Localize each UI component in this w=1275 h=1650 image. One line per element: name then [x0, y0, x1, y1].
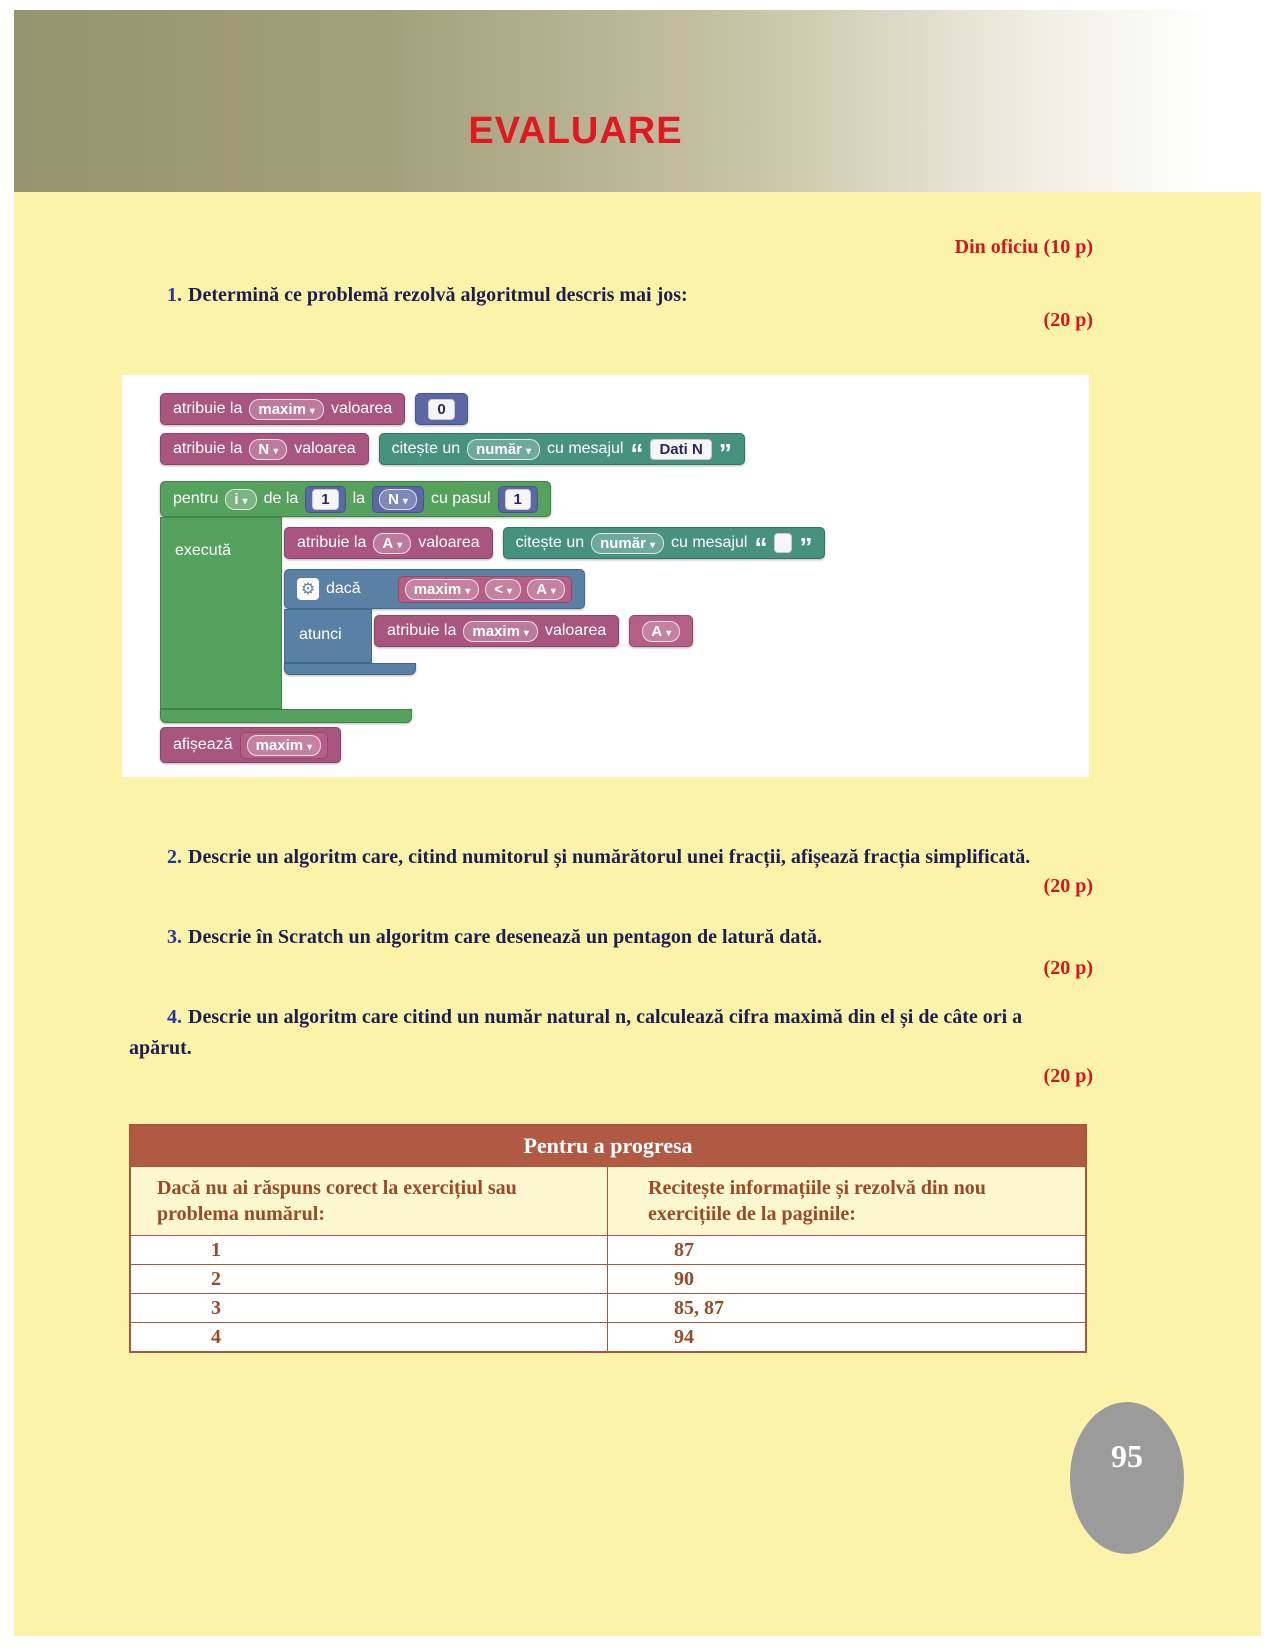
block-label: afișează — [173, 736, 233, 753]
if-then-column — [284, 609, 372, 663]
block-row-set-a — [284, 527, 825, 563]
block-label: dacă — [326, 580, 361, 597]
dropdown-arrow-icon — [662, 623, 671, 640]
dropdown-arrow-icon — [646, 535, 655, 552]
table-row — [131, 1264, 1085, 1293]
open-quote: “ — [630, 438, 644, 469]
content-sheet — [14, 192, 1261, 1636]
block-row-then-set — [374, 615, 693, 647]
question-4-text-after: , calculează cifra maximă din el și de câte ori a apărut. — [129, 1006, 1023, 1059]
question-4-text: Descrie un algoritm care citind un număr natural — [188, 1006, 616, 1028]
block-label: atribuie la — [387, 622, 457, 639]
dropdown-arrow-icon — [520, 623, 529, 640]
block-row-set-n — [160, 433, 745, 469]
block-label: cu pasul — [430, 490, 491, 507]
table-row — [131, 1322, 1085, 1351]
block-set-variable-a — [284, 527, 493, 559]
dropdown-value: maxim — [472, 622, 520, 640]
block-label: valoarea — [294, 440, 356, 457]
dropdown-value: N — [258, 440, 270, 458]
dropdown-value: A — [382, 534, 394, 552]
number-field: 1 — [312, 489, 338, 510]
block-number-value — [498, 486, 538, 513]
block-row-for — [160, 481, 551, 517]
type-dropdown — [467, 439, 540, 460]
block-label: la — [352, 490, 366, 507]
dropdown-arrow-icon — [306, 401, 315, 418]
block-variable-value — [629, 615, 693, 647]
question-3-text: Descrie în Scratch un algoritm care desenează un pentagon de latură dată. — [188, 926, 823, 948]
dropdown-arrow-icon — [269, 441, 278, 458]
block-read-number — [379, 433, 745, 469]
block-compare — [398, 576, 572, 603]
number-field: 1 — [505, 489, 531, 510]
dropdown-value: maxim — [255, 736, 304, 754]
number-field: 0 — [428, 399, 454, 420]
page-number: 95 — [1111, 1438, 1143, 1474]
question-3-number: 3. — [167, 926, 182, 948]
type-dropdown — [591, 533, 664, 554]
variable-dropdown — [379, 489, 417, 510]
question-4-number: 4. — [167, 1006, 182, 1028]
block-row-show — [160, 727, 341, 763]
block-set-variable-maxim — [374, 615, 619, 647]
question-4 — [129, 1002, 1089, 1064]
page-reference: 87 — [674, 1239, 694, 1261]
question-2-number: 2. — [167, 846, 182, 868]
block-label: citește un — [391, 440, 461, 457]
loop-variable-dropdown — [225, 489, 256, 510]
block-set-variable-maxim — [160, 393, 405, 425]
page-title: EVALUARE — [468, 110, 683, 152]
page-reference: 94 — [674, 1326, 694, 1348]
block-number-value — [305, 486, 345, 513]
question-4-bold-n: n — [615, 1006, 627, 1028]
close-quote: ” — [718, 438, 732, 469]
block-label: valoarea — [418, 534, 480, 551]
exercise-number: 3 — [131, 1294, 608, 1322]
question-4-points: (20 p) — [1043, 1065, 1093, 1087]
page-reference: 85, 87 — [674, 1297, 724, 1319]
progress-table — [129, 1124, 1087, 1353]
block-label: execută — [175, 542, 232, 559]
question-2 — [129, 842, 1089, 873]
dropdown-value: i — [234, 490, 239, 508]
question-3 — [129, 922, 1089, 953]
dropdown-value: < — [494, 580, 504, 598]
page-reference: 90 — [674, 1268, 694, 1290]
block-for-loop — [160, 481, 551, 517]
exercise-number: 4 — [131, 1323, 608, 1351]
block-label: citește un — [515, 534, 585, 551]
if-block-bottom — [284, 663, 416, 675]
block-row-set-maxim — [160, 393, 468, 425]
dropdown-value: maxim — [413, 580, 462, 598]
gear-icon — [297, 578, 319, 600]
dropdown-arrow-icon — [461, 581, 470, 598]
variable-dropdown — [249, 399, 324, 420]
question-1-points: (20 p) — [1043, 309, 1093, 331]
for-loop-bottom — [160, 709, 412, 723]
table-row — [131, 1293, 1085, 1322]
dropdown-value: maxim — [258, 400, 306, 418]
dropdown-value: N — [388, 490, 399, 508]
block-show — [160, 727, 341, 763]
dropdown-arrow-icon — [303, 737, 312, 754]
question-1-text: Determină ce problemă rezolvă algoritmul descris mai jos: — [188, 284, 688, 306]
variable-dropdown — [373, 533, 411, 554]
operator-dropdown — [485, 579, 521, 600]
message-field: Dati N — [650, 439, 711, 460]
table-row — [131, 1235, 1085, 1264]
block-label: atribuie la — [173, 440, 243, 457]
question-1-number: 1. — [167, 284, 182, 306]
open-quote: “ — [754, 532, 768, 563]
dropdown-arrow-icon — [522, 441, 531, 458]
block-label: de la — [263, 490, 299, 507]
dropdown-arrow-icon — [239, 491, 248, 508]
block-row-if — [284, 569, 585, 609]
exercise-number: 2 — [131, 1265, 608, 1293]
dropdown-value: număr — [600, 534, 646, 552]
question-1 — [129, 280, 1089, 311]
dropdown-arrow-icon — [393, 535, 402, 552]
block-label: pentru — [173, 490, 219, 507]
dropdown-value: A — [536, 580, 547, 598]
header-band — [14, 10, 1261, 192]
question-2-points: (20 p) — [1043, 875, 1093, 897]
block-label: atunci — [299, 626, 342, 643]
table-header-row — [131, 1166, 1085, 1235]
block-variable-value — [372, 486, 424, 513]
exercise-number: 1 — [131, 1236, 608, 1264]
dropdown-arrow-icon — [547, 581, 556, 598]
question-3-points: (20 p) — [1043, 957, 1093, 979]
table-header-exercises: Dacă nu ai răspuns corect la exercițiul sau problema numărul: — [131, 1167, 608, 1235]
variable-dropdown — [247, 735, 322, 756]
block-if — [284, 569, 585, 609]
block-label: cu mesajul — [670, 534, 748, 551]
block-label: atribuie la — [297, 534, 367, 551]
dropdown-arrow-icon — [503, 581, 512, 598]
close-quote: ” — [799, 532, 813, 563]
block-label: cu mesajul — [546, 440, 624, 457]
variable-dropdown — [527, 579, 565, 600]
table-title: Pentru a progresa — [131, 1126, 1085, 1166]
message-field — [774, 533, 792, 553]
for-loop-body-column — [160, 517, 282, 709]
dropdown-value: A — [651, 622, 663, 640]
dropdown-arrow-icon — [399, 491, 408, 508]
block-read-number — [503, 527, 826, 563]
block-label: valoarea — [330, 400, 393, 417]
block-label: atribuie la — [173, 400, 243, 417]
page-number-blob — [1070, 1402, 1184, 1554]
din-oficiu-label: Din oficiu (10 p) — [954, 236, 1093, 258]
table-header-pages: Recitește informațiile și rezolvă din nou exercițiile de la paginile: — [648, 1177, 986, 1225]
block-label: valoarea — [544, 622, 607, 639]
blockly-screenshot — [122, 375, 1089, 777]
block-number-value — [415, 393, 467, 425]
variable-dropdown — [642, 621, 680, 642]
variable-dropdown — [249, 439, 287, 460]
dropdown-value: număr — [476, 440, 522, 458]
question-2-text: Descrie un algoritm care, citind numitorul și numărătorul unei fracții, afișează fracția simplificată. — [188, 846, 1031, 868]
variable-dropdown — [463, 621, 538, 642]
block-set-variable-n — [160, 433, 369, 465]
variable-dropdown — [405, 579, 480, 600]
block-variable-value — [240, 732, 329, 759]
